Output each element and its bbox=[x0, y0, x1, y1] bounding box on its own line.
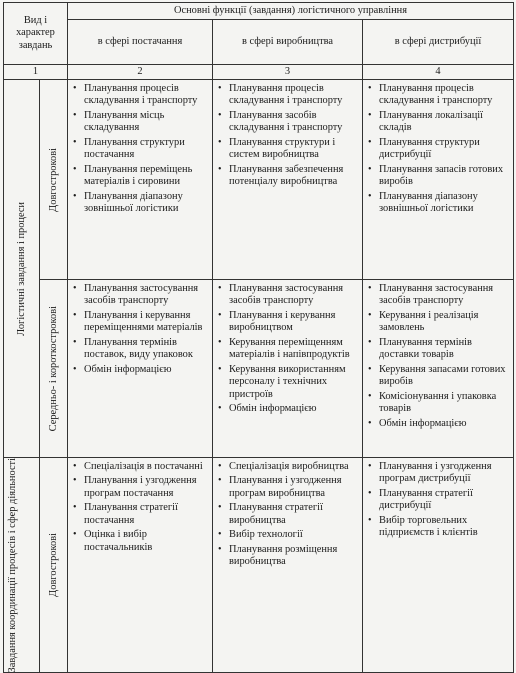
task-item: • Планування переміщень матеріалів і сировини bbox=[73, 164, 208, 189]
task-item: • Вибір торговельних підприємств і клієнтів bbox=[368, 515, 509, 540]
task-item: • Планування діапазону зовнішньої логістики bbox=[368, 191, 509, 216]
task-item: • Планування структури і систем виробництва bbox=[218, 137, 358, 162]
task-cell bbox=[213, 80, 363, 280]
task-item: • Спеціалізація виробництва bbox=[218, 461, 358, 473]
horizon-cell bbox=[40, 458, 68, 673]
column-number: 2 bbox=[68, 65, 213, 80]
group-label-cell bbox=[4, 80, 40, 458]
task-item: • Планування застосування засобів транспорту bbox=[218, 283, 358, 308]
horizon-cell bbox=[40, 80, 68, 280]
task-item: • Планування розміщення виробництва bbox=[218, 544, 358, 569]
task-item: • Обмін інформацією bbox=[218, 403, 358, 415]
task-cell bbox=[213, 280, 363, 458]
task-cell bbox=[213, 458, 363, 673]
task-item: • Обмін інформацією bbox=[73, 364, 208, 376]
task-cell bbox=[68, 458, 213, 673]
task-item: • Планування процесів складування і транспорту bbox=[218, 83, 358, 108]
task-item: • Керування переміщенням матеріалів і напівпродуктів bbox=[218, 337, 358, 362]
column-number: 4 bbox=[363, 65, 514, 80]
task-item: • Планування стратегії дистрибуції bbox=[368, 488, 509, 513]
task-item: • Планування процесів складування і транспорту bbox=[368, 83, 509, 108]
task-item: • Планування стратегії постачання bbox=[73, 502, 208, 527]
task-item: • Планування термінів поставок, виду упаковок bbox=[73, 337, 208, 362]
task-item: • Оцінка і вибір постачальників bbox=[73, 529, 208, 554]
sphere-supply-header: в сфері постачання bbox=[68, 20, 213, 65]
task-type-header: Вид і характер завдань bbox=[4, 3, 68, 65]
task-item: • Планування засобів складування і транспорту bbox=[218, 110, 358, 135]
sphere-distribution-header: в сфері дистрибуції bbox=[363, 20, 514, 65]
task-cell bbox=[363, 80, 514, 280]
horizon-label: Довгострокові bbox=[47, 533, 59, 598]
task-item: • Планування забезпечення потенціалу виробництва bbox=[218, 164, 358, 189]
task-item: • Планування і узгодження програм виробництва bbox=[218, 475, 358, 500]
task-item: • Керування і реалізація замовлень bbox=[368, 310, 509, 335]
task-item: • Планування застосування засобів транспорту bbox=[368, 283, 509, 308]
task-item: • Планування застосування засобів транспорту bbox=[73, 283, 208, 308]
task-cell bbox=[68, 280, 213, 458]
task-item: • Керування використанням персоналу і технічних пристроїв bbox=[218, 364, 358, 401]
horizon-cell bbox=[40, 280, 68, 458]
task-cell bbox=[68, 80, 213, 280]
task-item: • Планування процесів складування і транспорту bbox=[73, 83, 208, 108]
group-label-cell bbox=[4, 458, 40, 673]
logistics-functions-table bbox=[3, 2, 514, 673]
task-item: • Керування запасами готових виробів bbox=[368, 364, 509, 389]
horizon-label: Довгострокові bbox=[47, 147, 59, 212]
task-item: • Планування діапазону зовнішньої логістики bbox=[73, 191, 208, 216]
functions-header: Основні функції (завдання) логістичного управління bbox=[68, 3, 514, 20]
task-item: • Планування і узгодження програм постачання bbox=[73, 475, 208, 500]
task-item: • Спеціалізація в постачанні bbox=[73, 461, 208, 473]
task-cell bbox=[363, 280, 514, 458]
group-label: Логістичні завдання і процеси bbox=[15, 201, 27, 336]
task-item: • Планування місць складування bbox=[73, 110, 208, 135]
task-item: • Планування структури дистрибуції bbox=[368, 137, 509, 162]
task-item: • Комісіонування і упаковка товарів bbox=[368, 391, 509, 416]
group-label: Завдання координації процесів і сфер діяльності bbox=[6, 458, 18, 673]
sphere-production-header: в сфері виробництва bbox=[213, 20, 363, 65]
column-number: 3 bbox=[213, 65, 363, 80]
task-item: • Планування і керування виробництвом bbox=[218, 310, 358, 335]
task-item: • Обмін інформацією bbox=[368, 418, 509, 430]
task-item: • Планування запасів готових виробів bbox=[368, 164, 509, 189]
task-item: • Вибір технології bbox=[218, 529, 358, 541]
task-item: • Планування і керування переміщеннями матеріалів bbox=[73, 310, 208, 335]
task-item: • Планування і узгодження програм дистрибуції bbox=[368, 461, 509, 486]
horizon-label: Середньо- і короткострокові bbox=[47, 305, 59, 432]
column-number: 1 bbox=[4, 65, 68, 80]
task-item: • Планування структури постачання bbox=[73, 137, 208, 162]
task-item: • Планування локалізації складів bbox=[368, 110, 509, 135]
task-item: • Планування стратегії виробництва bbox=[218, 502, 358, 527]
task-item: • Планування термінів доставки товарів bbox=[368, 337, 509, 362]
task-cell bbox=[363, 458, 514, 673]
